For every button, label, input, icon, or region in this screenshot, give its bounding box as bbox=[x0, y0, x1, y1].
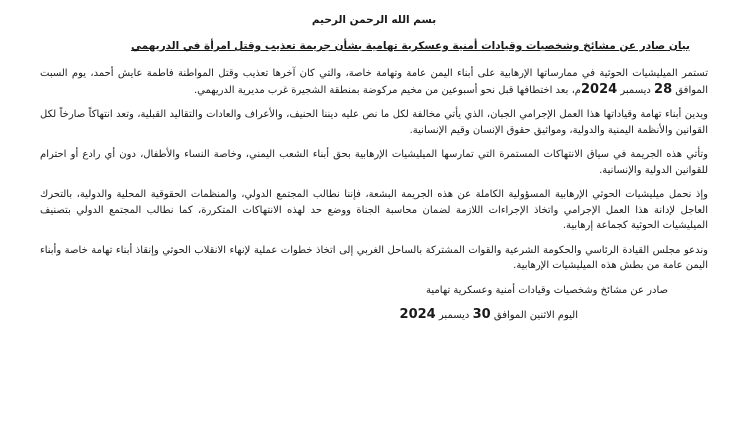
paragraph-intro-after: م، بعد اختطافها قبل نحو أسبوعين من مخيم مركوضة بمنطقة الشجيرة غرب مديرية الدريهمي. bbox=[193, 84, 582, 96]
statement-title: بيان صادر عن مشائخ وشخصيات وقيادات أمنية وعسكرية تهامية بشأن جريمة تعذيب وقتل امرأة في الدريهمي bbox=[131, 40, 690, 52]
incident-year: 2024 bbox=[581, 81, 618, 97]
date-day: 30 bbox=[472, 306, 491, 322]
paragraph-condemnation: ويدين أبناء تهامة وقياداتها هذا العمل الإجرامي الجبان، الذي يأتي مخالفة لكل ما نص عليه ديننا الحنيف، والأعراف والعادات والتقاليد القبلية، وتعد انتهاكاً صارخاً لكل القوانين والأنظمة اليمنية والدولية، ومواثيق حقوق الإنسان وقيم الإنسانية. bbox=[40, 109, 708, 136]
date-year: 2024 bbox=[399, 306, 436, 322]
signature-line: صادر عن مشائخ وشخصيات وقيادات أمنية وعسكرية تهامية bbox=[426, 284, 668, 296]
paragraph-intro bbox=[40, 66, 708, 98]
paragraph-context: وتأتي هذه الجريمة في سياق الانتهاكات المستمرة التي تمارسها الميليشيات الإرهابية بحق أبناء الشعب اليمني، وخاصة النساء والأطفال، دون أي رادع أو احترام للقوانين الدولية والإنسانية. bbox=[40, 149, 708, 176]
paragraph-demands: وإذ نحمل ميليشيات الحوثي الإرهابية المسؤولية الكاملة عن هذه الجريمة البشعة، فإننا نطالب المجتمع الدولي، والمنظمات الحقوقية المحلية والدولية، بالتحرك العاجل لإدانة هذا العمل الإجرامي واتخاذ الإجراءات اللازمة لضمان محاسبة الجناة ووضع حد لهذه الانتهاكات المتكررة، كما نطالب المجتمع الدولي بتصنيف الميليشيات الحوثية كجماعة إرهابية. bbox=[40, 189, 708, 231]
basmala-heading: بسم الله الرحمن الرحيم bbox=[311, 14, 437, 26]
incident-day: 28 bbox=[654, 81, 673, 97]
paragraph-call-to-action: وندعو مجلس القيادة الرئاسي والحكومة الشرعية والقوات المشتركة بالساحل الغربي إلى اتخاذ خطوات عملية لإنهاء الانقلاب الحوثي وإنقاذ أبناء تهامة خاصة وأبناء اليمن عامة من بطش هذه الميليشيات الإرهابية. bbox=[40, 244, 708, 271]
date-month: ديسمبر bbox=[435, 309, 473, 321]
date-prefix: اليوم الاثنين الموافق bbox=[490, 309, 578, 321]
paragraph-intro-before: تستمر الميليشيات الحوثية في ممارساتها الإرهابية على أبناء اليمن عامة وتهامة خاصة، والتي كان آخرها تعذيب وقتل المواطنة فاطمة عايش أحمد، يوم السبت الموافق bbox=[40, 68, 708, 96]
date-line bbox=[40, 307, 708, 322]
incident-month: ديسمبر bbox=[617, 84, 655, 96]
